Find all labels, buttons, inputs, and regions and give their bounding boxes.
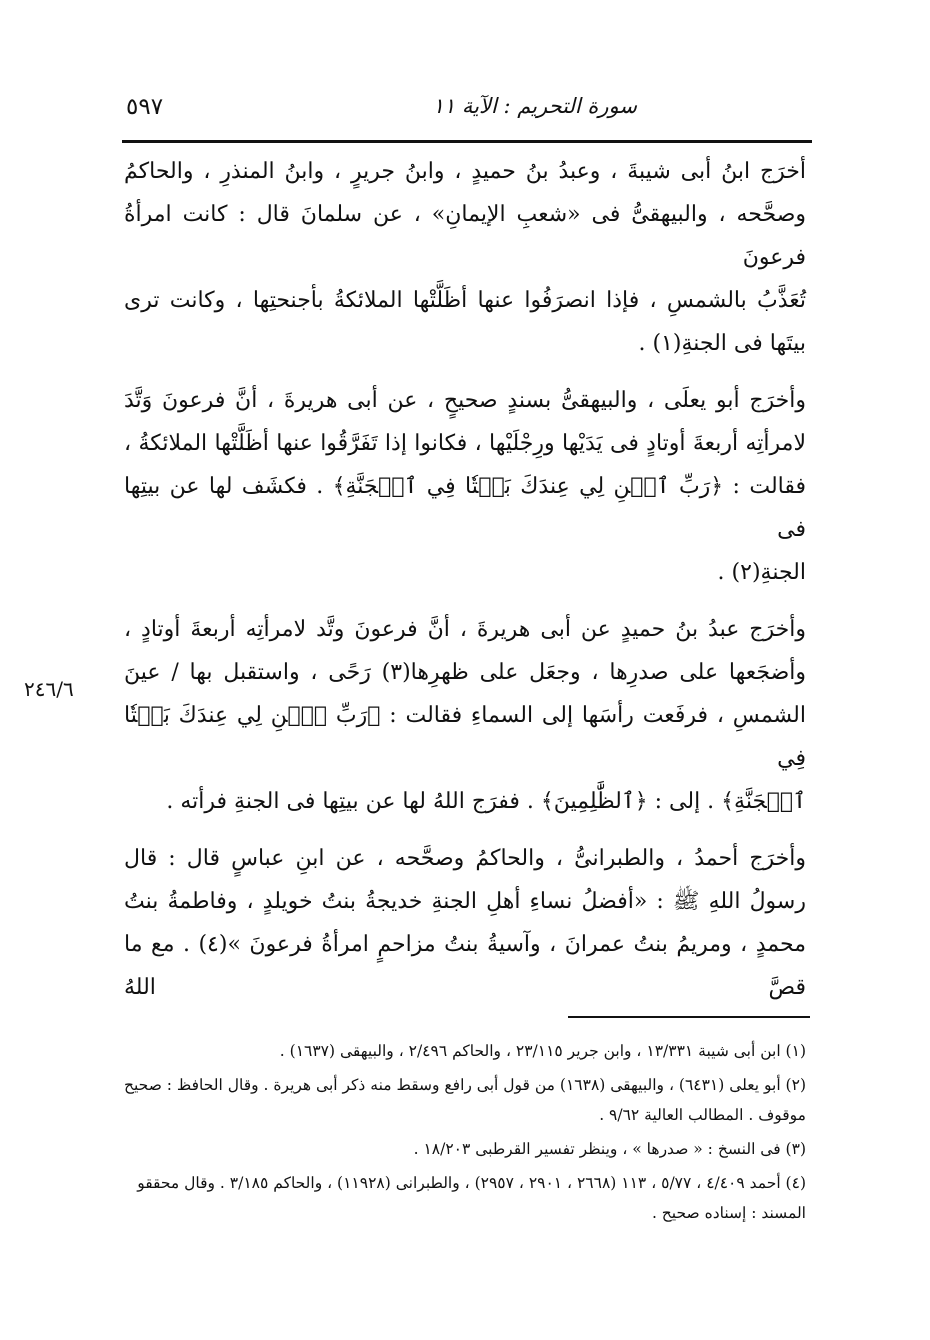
text-line: فقالت : ﴿رَبِّ ٱبۡنِ لِي عِندَكَ بَيۡتٗا فِي ٱلۡجَنَّةِ﴾ . فكشَف لها عن بيتِها فى: [124, 474, 806, 542]
text-line: محمدٍ ، ومريمُ بنتُ عمرانَ ، وآسيةُ بنتُ مزاحمٍ امرأةُ فرعونَ »(٤) . مع ما قصَّ اللهُ: [124, 932, 806, 1000]
text-line: تُعَذَّبُ بالشمسِ ، فإذا انصرَفُوا عنها أظَلَّتْها الملائكةُ بأجنحتِها ، وكانت ترى: [124, 288, 806, 313]
footnote: (٤) أحمد ٤/٤٠٩ ، ٥/٧٧ ، ١١٣ (٢٦٦٨ ، ٢٩٠١ ، ٢٩٥٧) ، والطبرانى (١١٩٢٨) ، والحاكم ٣/١٨٥ . وقال محققو المسند : إسناده صحيح .: [137, 1174, 806, 1222]
footnotes: [124, 1036, 806, 1232]
text-line: أخرَج ابنُ أبى شيبةَ ، وعبدُ بنُ حميدٍ ، وابنُ جريرٍ ، وابنُ المنذرِ ، والحاكمُ: [124, 159, 806, 184]
running-title: سورة التحريم : الآية ١١: [432, 94, 637, 118]
text-line: وصحَّحه ، والبيهقىُّ فى «شعبِ الإيمانِ» ، عن سلمانَ قال : كانت امرأةُ فرعونَ: [124, 202, 806, 270]
text-line: الجنةِ(٢) .: [717, 560, 806, 585]
footnote: (٣) فى النسخ : « صدرها » ، وينظر تفسير القرطبى ١٨/٢٠٣ .: [413, 1140, 806, 1158]
text-line: وأخرَج أبو يعلَى ، والبيهقىُّ بسندٍ صحيحٍ ، عن أبى هريرةَ ، أنَّ فرعونَ وَتَّدَ: [124, 388, 806, 413]
footnote-rule: [568, 1016, 810, 1018]
text-line: وأضجَعها على صدرِها ، وجعَل على ظهرِها(٣) رَحًى ، واستقبل بها / عينَ: [124, 660, 806, 685]
paragraph: [124, 837, 806, 1009]
paragraph: [124, 150, 806, 365]
main-text: [124, 150, 806, 1023]
text-line: ٱلۡجَنَّةِ﴾ . إلى : ﴿ٱلظَّٰلِمِينَ﴾ . ففرَج اللهُ لها عن بيتِها فى الجنةِ فرأته .: [166, 789, 806, 814]
text-line: لامرأتِه أربعةَ أوتادٍ فى يَدَيْها ورِجْلَيْها ، فكانوا إذا تَفَرَّقُوا عنها أظَلَّتْها الملائكةُ ،: [124, 431, 806, 456]
text-line: وأخرَج أحمدُ ، والطبرانىُّ ، والحاكمُ وصحَّحه ، عن ابنِ عباسٍ قال : قال: [124, 846, 806, 871]
text-line: وأخرَج عبدُ بنُ حميدٍ عن أبى هريرةَ ، أنَّ فرعونَ وتَّد لامرأتِه أربعةَ أوتادٍ ،: [124, 617, 806, 642]
footnote: (١) ابن أبى شيبة ١٣/٣٣١ ، وابن جرير ٢٣/١١٥ ، والحاكم ٢/٤٩٦ ، والبيهقى (١٦٣٧) .: [279, 1042, 806, 1060]
margin-reference: ٢٤٦/٦: [24, 677, 74, 701]
paragraph: [124, 379, 806, 594]
paragraph: [124, 608, 806, 823]
footnote: (٢) أبو يعلى (٦٤٣١) ، والبيهقى (١٦٣٨) من قول أبى رافع وسقط منه ذكر أبى هريرة . وقال الحافظ : صحيح موقوف . المطالب العالية ٩/٦٢ .: [124, 1076, 806, 1124]
page-header: [122, 86, 812, 134]
text-line: بيتَها فى الجنةِ(١) .: [638, 331, 806, 356]
text-line: رسولُ اللهِ ﷺ : «أفضلُ نساءِ أهلِ الجنةِ خديجةُ بنتُ خويلدٍ ، وفاطمةُ بنتُ: [124, 889, 806, 914]
header-rule: [122, 140, 812, 143]
page-number: ٥٩٧: [126, 94, 164, 120]
text-line: الشمسِ ، فرفَعت رأسَها إلى السماءِ فقالت : ﴿رَبِّ ٱبۡنِ لِي عِندَكَ بَيۡتٗا فِي: [124, 703, 806, 771]
